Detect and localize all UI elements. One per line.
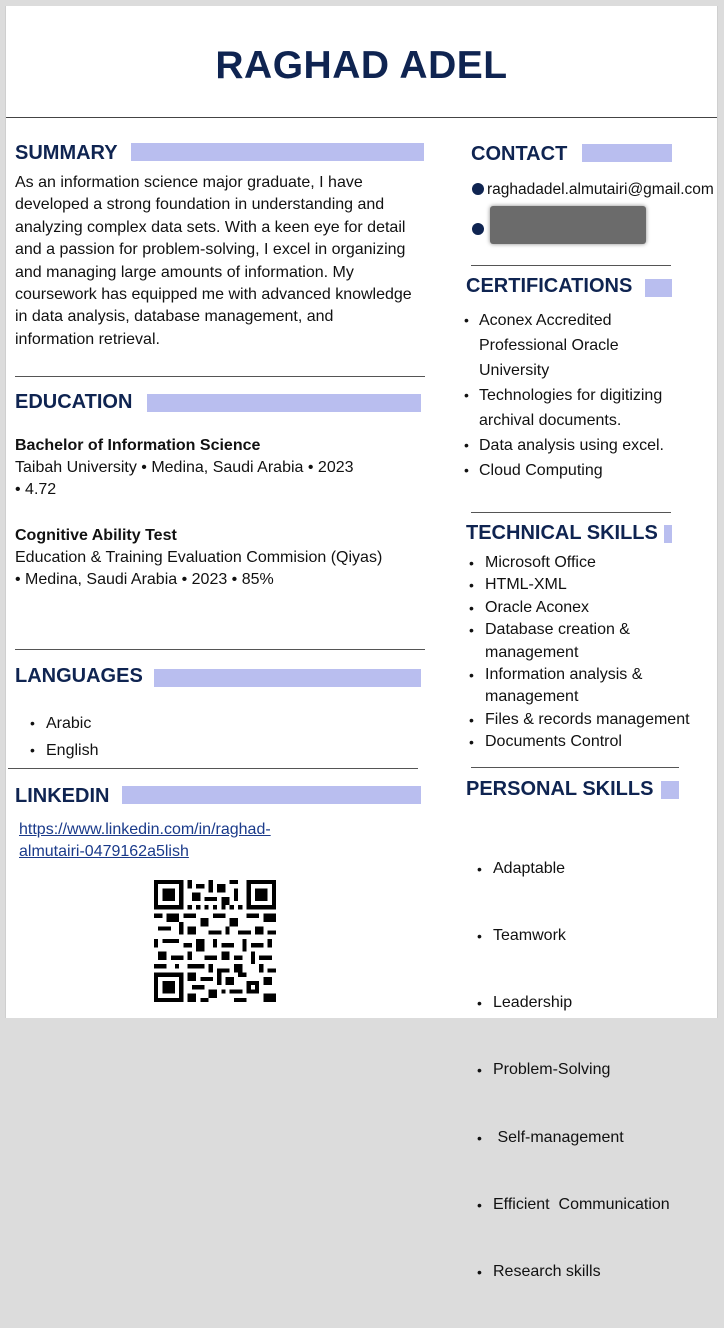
linkedin-url-line2[interactable]: almutairi-0479162a5lish xyxy=(19,843,189,860)
contact-email[interactable]: raghadadel.almutairi@gmail.com xyxy=(487,181,714,198)
divider-languages xyxy=(15,649,425,650)
education-details-1: Taibah University • Medina, Saudi Arabia • 2023 xyxy=(15,459,354,476)
list-item: • Research skills xyxy=(477,1261,697,1283)
education-grade-2: • Medina, Saudi Arabia • 2023 • 85% xyxy=(15,571,274,588)
list-item: • Technologies for digitizing archival documents. xyxy=(464,383,689,433)
list-item: • Microsoft Office xyxy=(469,552,714,574)
bullet-dot-icon xyxy=(472,223,484,235)
technical-skills-title-bar xyxy=(664,525,672,543)
list-item: • HTML-XML xyxy=(469,574,714,596)
technical-skills-list xyxy=(469,552,714,754)
list-item: • Arabic xyxy=(30,710,98,737)
list-item: • Problem-Solving xyxy=(477,1059,697,1081)
summary-text: As an information science major graduate, I have developed a strong foundation in understanding and analyzing complex data sets. With a keen eye for detail and a passion for problem-solving, I excel in organizing and managing large amounts of information. My coursework has equipped me with advanced knowledge in data analysis, database management, and information retrieval. xyxy=(15,174,412,348)
resume-page xyxy=(5,6,718,1281)
divider-linkedin xyxy=(8,768,418,769)
divider-education xyxy=(15,376,425,377)
certifications-title: CERTIFICATIONS xyxy=(466,275,633,297)
list-item: • Self-management xyxy=(477,1127,697,1149)
education-degree-2: Cognitive Ability Test xyxy=(15,527,177,544)
certifications-list xyxy=(464,308,689,483)
divider-technical-skills xyxy=(471,512,671,513)
list-item: • Cloud Computing xyxy=(464,458,689,483)
divider-personal-skills xyxy=(471,767,679,768)
education-degree-1: Bachelor of Information Science xyxy=(15,437,261,454)
education-title-bar xyxy=(147,394,421,412)
qr-code-icon xyxy=(154,880,276,1002)
linkedin-title-bar xyxy=(122,786,421,804)
divider-certifications xyxy=(471,265,671,266)
linkedin-title: LINKEDIN xyxy=(15,785,110,807)
list-item: • Leadership xyxy=(477,992,697,1014)
languages-list xyxy=(30,710,98,764)
list-item: • Database creation & management xyxy=(469,619,714,664)
list-item: • Oracle Aconex xyxy=(469,597,714,619)
header-divider xyxy=(6,117,717,118)
certifications-title-bar xyxy=(645,279,672,297)
summary-title: SUMMARY xyxy=(15,142,118,164)
list-item: • Efficient Communication xyxy=(477,1194,697,1216)
personal-skills-title: PERSONAL SKILLS xyxy=(466,778,654,800)
technical-skills-title: TECHNICAL SKILLS xyxy=(466,522,658,544)
contact-title-bar xyxy=(582,144,672,162)
list-item: • Adaptable xyxy=(477,858,697,880)
education-details-2: Education & Training Evaluation Commision (Qiyas) xyxy=(15,549,383,566)
list-item: • Aconex Accredited Professional Oracle University xyxy=(464,308,689,383)
linkedin-url-line1[interactable]: https://www.linkedin.com/in/raghad- xyxy=(19,821,271,838)
contact-title: CONTACT xyxy=(471,143,568,165)
education-title: EDUCATION xyxy=(15,391,133,413)
personal-skills-list xyxy=(477,813,697,1328)
redacted-phone-icon xyxy=(490,206,646,244)
list-item: • Teamwork xyxy=(477,925,697,947)
list-item: • English xyxy=(30,737,98,764)
bullet-dot-icon xyxy=(472,183,484,195)
list-item: • Documents Control xyxy=(469,731,714,753)
summary-title-bar xyxy=(131,143,424,161)
education-grade-1: • 4.72 xyxy=(15,481,57,498)
languages-title: LANGUAGES xyxy=(15,665,143,687)
personal-skills-title-bar xyxy=(661,781,679,799)
languages-title-bar xyxy=(154,669,421,687)
list-item: • Data analysis using excel. xyxy=(464,433,689,458)
list-item: • Files & records management xyxy=(469,709,714,731)
list-item: • Information analysis & management xyxy=(469,664,714,709)
resume-name: RAGHAD ADEL xyxy=(215,44,508,87)
